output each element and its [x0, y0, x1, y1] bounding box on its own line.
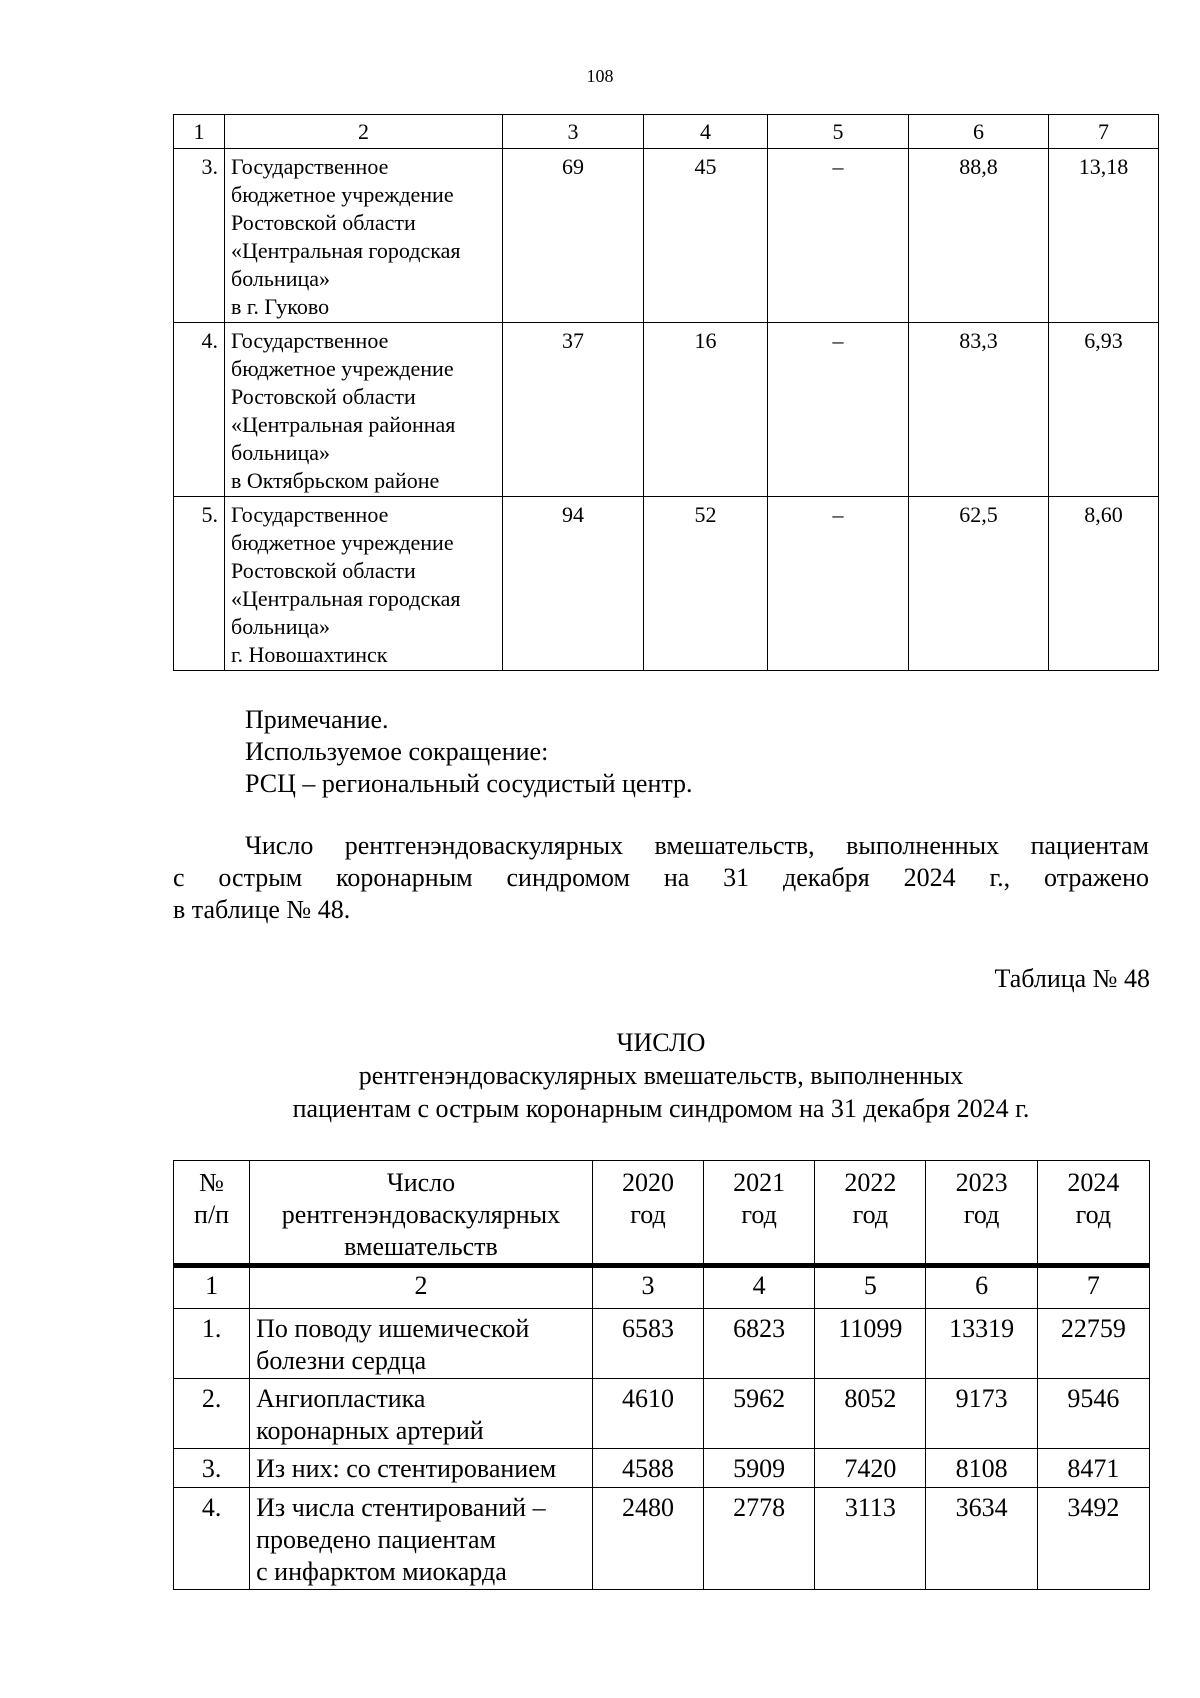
value-cell: 94	[503, 497, 644, 671]
value-cell: 45	[644, 149, 768, 323]
name-line: в г. Гуково	[231, 294, 330, 319]
header-line: год	[741, 1200, 777, 1229]
paragraph-line: в таблице № 48.	[173, 895, 351, 924]
value-cell: 3113	[815, 1488, 926, 1590]
header-line: №	[199, 1168, 224, 1197]
name-line: в Октябрьском районе	[231, 468, 440, 493]
column-number: 5	[815, 1266, 926, 1309]
value-cell: 22759	[1037, 1309, 1149, 1379]
header-cell: 4	[644, 115, 768, 149]
row-number: 4.	[174, 323, 225, 497]
table-row	[174, 149, 1159, 323]
name-line: Ростовской области	[231, 558, 416, 583]
name-line: Государственное	[231, 328, 389, 353]
header-year	[592, 1161, 703, 1266]
body-paragraph	[173, 830, 1149, 926]
header-cell: 6	[909, 115, 1049, 149]
column-number: 7	[1037, 1266, 1149, 1309]
table-row	[174, 1488, 1150, 1590]
label-line: Из числа стентирований –	[256, 1493, 546, 1522]
row-number: 3.	[174, 149, 225, 323]
value-cell: 6,93	[1049, 323, 1159, 497]
row-number: 5.	[174, 497, 225, 671]
header-number	[174, 1161, 250, 1266]
column-number: 2	[250, 1266, 593, 1309]
table-row	[174, 1309, 1150, 1379]
institution-name	[225, 323, 503, 497]
value-cell: 52	[644, 497, 768, 671]
name-line: Ростовской области	[231, 384, 416, 409]
table-row	[174, 1379, 1150, 1449]
label-line: Из них: со стентированием	[256, 1454, 557, 1483]
row-number: 1.	[174, 1309, 250, 1379]
value-cell: 11099	[815, 1309, 926, 1379]
table-row	[174, 1449, 1150, 1488]
header-line: год	[852, 1200, 889, 1229]
note-subtitle: Используемое сокращение:	[245, 737, 549, 766]
value-cell: 9546	[1037, 1379, 1149, 1449]
row-label	[250, 1379, 593, 1449]
value-cell: –	[768, 323, 909, 497]
label-line: Ангиопластика	[256, 1384, 426, 1413]
header-cell: 1	[174, 115, 225, 149]
caption-line: рентгенэндоваскулярных вмешательств, выполненных	[358, 1061, 964, 1090]
value-cell: 8471	[1037, 1449, 1149, 1488]
value-cell: 5962	[704, 1379, 815, 1449]
table-caption	[173, 1026, 1149, 1125]
value-cell: 8108	[926, 1449, 1037, 1488]
continuation-table	[173, 114, 1159, 671]
table-label: Таблица № 48	[994, 964, 1150, 993]
name-line: «Центральная городская	[231, 586, 461, 611]
header-year	[926, 1161, 1037, 1266]
column-number: 3	[592, 1266, 703, 1309]
value-cell: 2778	[704, 1488, 815, 1590]
header-line: год	[630, 1200, 666, 1229]
value-cell: 8,60	[1049, 497, 1159, 671]
name-line: больница»	[231, 440, 330, 465]
interventions-table	[173, 1160, 1150, 1590]
value-cell: 16	[644, 323, 768, 497]
value-cell: 37	[503, 323, 644, 497]
column-number-row	[174, 115, 1159, 149]
row-number: 4.	[174, 1488, 250, 1590]
value-cell: 83,3	[909, 323, 1049, 497]
value-cell: 69	[503, 149, 644, 323]
row-number: 3.	[174, 1449, 250, 1488]
label-line: По поводу ишемической	[256, 1314, 530, 1343]
value-cell: 8052	[815, 1379, 926, 1449]
table-row	[174, 497, 1159, 671]
header-line: рентгенэндоваскулярных	[281, 1200, 561, 1229]
name-line: больница»	[231, 266, 330, 291]
value-cell: 4588	[592, 1449, 703, 1488]
header-cell: 2	[225, 115, 503, 149]
column-number: 4	[704, 1266, 815, 1309]
value-cell: 62,5	[909, 497, 1049, 671]
value-cell: 88,8	[909, 149, 1049, 323]
name-line: Ростовской области	[231, 210, 416, 235]
value-cell: 13,18	[1049, 149, 1159, 323]
header-year	[815, 1161, 926, 1266]
name-line: больница»	[231, 614, 330, 639]
header-line: 2021	[733, 1168, 786, 1197]
name-line: Государственное	[231, 502, 389, 527]
label-line: проведено пациентам	[256, 1525, 496, 1554]
note-abbreviation: РСЦ – региональный сосудистый центр.	[245, 769, 693, 798]
value-cell: 3492	[1037, 1488, 1149, 1590]
page-number: 108	[586, 66, 614, 86]
header-line: 2022	[844, 1168, 897, 1197]
name-line: «Центральная городская	[231, 238, 461, 263]
note-title: Примечание.	[245, 705, 389, 734]
value-cell: 6583	[592, 1309, 703, 1379]
header-line: 2024	[1067, 1168, 1120, 1197]
column-number-row	[174, 1266, 1150, 1309]
value-cell: 3634	[926, 1488, 1037, 1590]
label-line: с инфарктом миокарда	[256, 1557, 507, 1586]
name-line: Государственное	[231, 154, 389, 179]
caption-line: пациентам с острым коронарным синдромом на 31 декабря 2024 г.	[292, 1094, 1030, 1123]
value-cell: –	[768, 149, 909, 323]
column-number: 6	[926, 1266, 1037, 1309]
header-cell: 5	[768, 115, 909, 149]
header-name	[250, 1161, 593, 1266]
row-label	[250, 1309, 593, 1379]
value-cell: 6823	[704, 1309, 815, 1379]
name-line: бюджетное учреждение	[231, 356, 454, 381]
label-line: коронарных артерий	[256, 1416, 484, 1445]
header-cell: 7	[1049, 115, 1159, 149]
row-label	[250, 1488, 593, 1590]
paragraph-line: Число рентгенэндоваскулярных вмешательств, выполненных пациентам	[245, 831, 1149, 860]
header-line: вмешательств	[344, 1232, 498, 1261]
name-line: бюджетное учреждение	[231, 182, 454, 207]
header-line: год	[1075, 1200, 1112, 1229]
name-line: «Центральная районная	[231, 412, 456, 437]
table-row	[174, 323, 1159, 497]
value-cell: 4610	[592, 1379, 703, 1449]
name-line: бюджетное учреждение	[231, 530, 454, 555]
header-cell: 3	[503, 115, 644, 149]
institution-name	[225, 497, 503, 671]
row-label	[250, 1449, 593, 1488]
value-cell: 7420	[815, 1449, 926, 1488]
institution-name	[225, 149, 503, 323]
caption-title: ЧИСЛО	[616, 1028, 706, 1057]
value-cell: 13319	[926, 1309, 1037, 1379]
row-number: 2.	[174, 1379, 250, 1449]
header-year	[1037, 1161, 1149, 1266]
header-line: п/п	[194, 1200, 230, 1229]
label-line: болезни сердца	[256, 1346, 427, 1375]
header-year	[704, 1161, 815, 1266]
header-line: год	[963, 1200, 1000, 1229]
header-line: Число	[386, 1168, 456, 1197]
value-cell: 2480	[592, 1488, 703, 1590]
paragraph-line: с острым коронарным синдромом на 31 декабря 2024 г., отражено	[173, 863, 1149, 892]
column-number: 1	[174, 1266, 250, 1309]
value-cell: 9173	[926, 1379, 1037, 1449]
header-line: 2023	[955, 1168, 1008, 1197]
table-header-row	[174, 1161, 1150, 1266]
value-cell: –	[768, 497, 909, 671]
header-line: 2020	[621, 1168, 674, 1197]
name-line: г. Новошахтинск	[231, 642, 388, 667]
value-cell: 5909	[704, 1449, 815, 1488]
